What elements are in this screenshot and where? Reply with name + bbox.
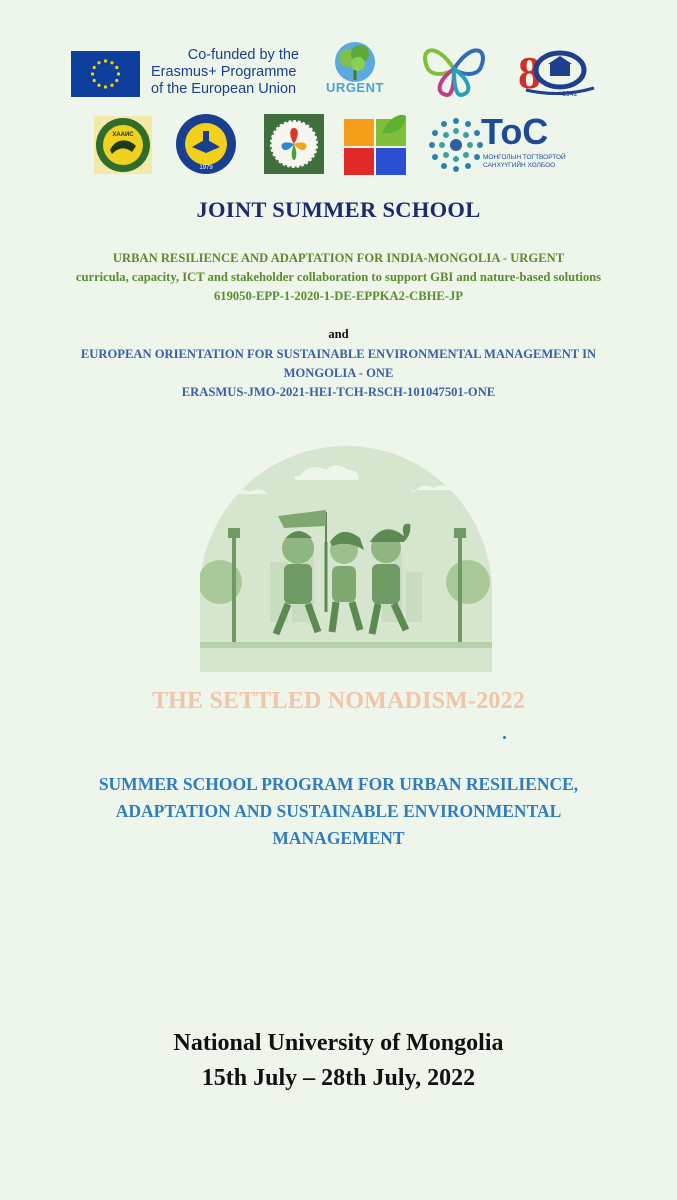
program-line-2: ADAPTATION AND SUSTAINABLE ENVIRONMENTAL — [115, 801, 562, 821]
logo80-digit: 8 — [518, 47, 541, 98]
program-title — [0, 771, 677, 852]
eu-line-1: Co-funded by the — [187, 47, 299, 63]
toc-logo-text: ToC — [481, 111, 549, 152]
anniversary-80-logo — [512, 44, 596, 100]
toc-subtitle — [483, 154, 566, 170]
connector-text: and — [328, 327, 349, 341]
event-title: THE SETTLED NOMADISM-2022 — [151, 688, 526, 714]
khovd-university-logo — [170, 113, 242, 175]
one-project-block — [0, 345, 677, 402]
urgent-project-title: URBAN RESILIENCE AND ADAPTATION FOR INDIA-MONGOLIA - URGENT — [112, 251, 565, 265]
eu-cofunded-text — [151, 47, 299, 98]
eu-line-3: of the European Union — [151, 81, 297, 97]
urgent-project-subtitle: curricula, capacity, ICT and stakeholder collaboration to support GBI and nature-based solutions — [75, 270, 602, 284]
event-dates: 15th July – 28th July, 2022 — [201, 1065, 476, 1091]
circle2-year: 1979 — [199, 165, 213, 171]
venue-footer — [0, 1026, 677, 1096]
circle1-text: ХААИС — [112, 132, 134, 138]
venue-name: National University of Mongolia — [173, 1030, 504, 1056]
urgent-project-block — [0, 249, 677, 306]
toc-subtitle-line-2: САНХҮҮГИЙН ХОЛБОО — [483, 162, 556, 169]
toc-emblem-icon — [428, 117, 484, 173]
flower-seal-logo — [264, 114, 324, 174]
eu-flag-logo — [71, 51, 140, 97]
one-project-code: ERASMUS-JMO-2021-HEI-TCH-RSCH-101047501-ONE — [181, 385, 496, 399]
four-squares-logo — [344, 113, 406, 175]
program-line-1: SUMMER SCHOOL PROGRAM FOR URBAN RESILIENCE, — [98, 774, 579, 794]
program-line-3: MANAGEMENT — [272, 828, 405, 848]
one-project-title-1: EUROPEAN ORIENTATION FOR SUSTAINABLE ENVIRONMENTAL MANAGEMENT IN — [80, 347, 597, 361]
children-illustration — [200, 432, 492, 672]
urgent-project-code: 619050-EPP-1-2020-1-DE-EPPKA2-CBHE-JP — [213, 289, 464, 303]
one-project-title-2: MONGOLIA - ONE — [283, 366, 394, 380]
eu-line-2: Erasmus+ Programme — [151, 64, 297, 80]
logo80-year: 1942 — [562, 91, 578, 98]
page-title: JOINT SUMMER SCHOOL — [196, 197, 481, 222]
butterfly-logo — [417, 37, 491, 101]
toc-subtitle-line-1: МОНГОЛЫН ТОГТВОРТОЙ — [483, 154, 566, 161]
agriculture-university-logo — [94, 116, 152, 174]
decorative-dot — [503, 736, 506, 739]
urgent-logo-label: URGENT — [326, 80, 384, 95]
